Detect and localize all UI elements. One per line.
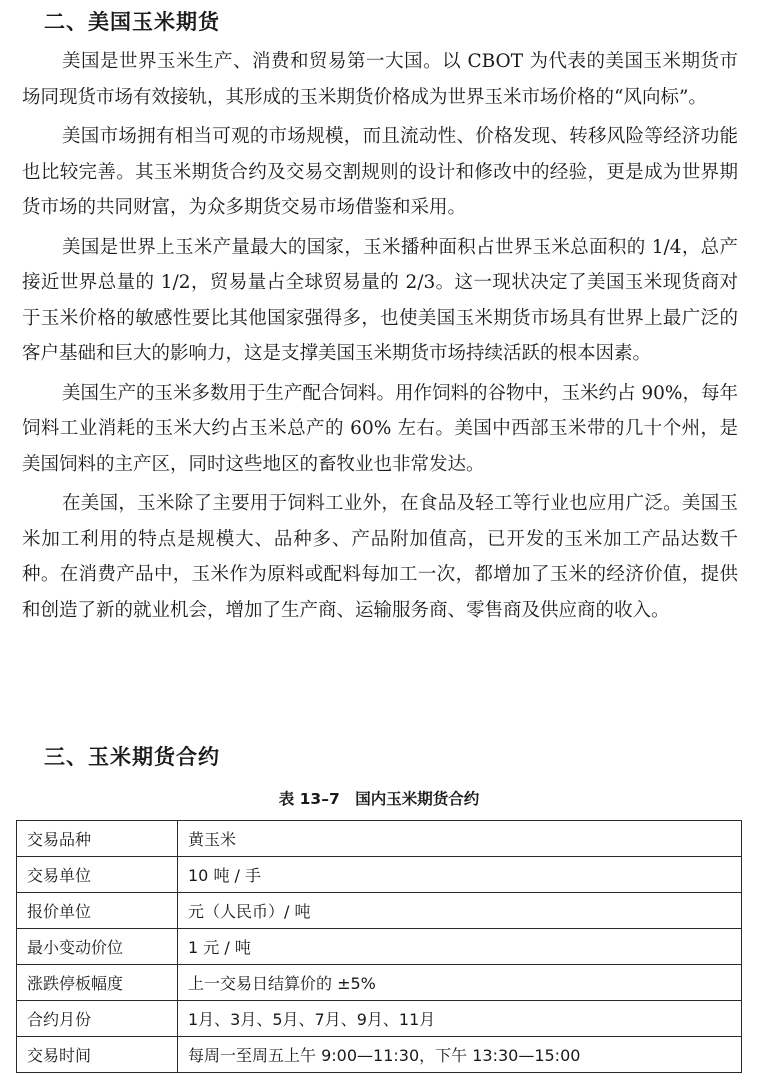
table-row [17,821,742,857]
paragraph: 在美国，玉米除了主要用于饲料工业外，在食品及轻工等行业也应用广泛。美国玉米加工利用的特点是规模大、品种多、产品附加值高，已开发的玉米加工产品达数千种。在消费产品中，玉米作为原料或配料每加工一次，都增加了玉米的经济价值，提供和创造了新的就业机会，增加了生产商、运输服务商、零售商及供应商的收入。 [22,493,738,621]
paragraph: 美国是世界上玉米产量最大的国家，玉米播种面积占世界玉米总面积的 1/4，总产接近世界总量的 1/2，贸易量占全球贸易量的 2/3。这一现状决定了美国玉米现货商对于玉米价格的敏感性要比其他国家强得多，也使美国玉米期货市场具有世界上最广泛的客户基础和巨大的影响力，这是支撑美国玉米期货市场持续活跃的根本因素。 [22,236,738,364]
paragraph: 美国生产的玉米多数用于生产配合饲料。用作饲料的谷物中，玉米约占 90%，每年饲料工业消耗的玉米大约占玉米总产的 60% 左右。美国中西部玉米带的几十个州，是美国饲料的主产区，同时这些地区的畜牧业也非常发达。 [22,382,739,475]
contract-table [16,820,742,1073]
table-row [17,929,742,965]
row-key: 交易品种 [17,821,178,857]
row-value: 10 吨 / 手 [178,857,742,893]
table-caption: 表 13–7 国内玉米期货合约 [278,790,480,808]
row-key: 交易单位 [17,857,178,893]
body-text [22,44,738,632]
table-row [17,965,742,1001]
row-value: 1月、3月、5月、7月、9月、11月 [178,1001,742,1037]
table-row [17,1037,742,1073]
row-value: 上一交易日结算价的 ±5% [178,965,742,1001]
row-value: 每周一至周五上午 9:00—11:30，下午 13:30—15:00 [178,1037,742,1073]
paragraph: 美国市场拥有相当可观的市场规模，而且流动性、价格发现、转移风险等经济功能也比较完善。其玉米期货合约及交易交割规则的设计和修改中的经验，更是成为世界期货市场的共同财富，为众多期货交易市场借鉴和采用。 [22,126,738,218]
table-row [17,857,742,893]
row-key: 交易时间 [17,1037,178,1073]
section-heading-us-corn-futures: 二、美国玉米期货 [44,10,220,34]
row-key: 合约月份 [17,1001,178,1037]
row-value: 黄玉米 [178,821,742,857]
row-value: 元（人民币）/ 吨 [178,893,742,929]
row-key: 最小变动价位 [17,929,178,965]
row-value: 1 元 / 吨 [178,929,742,965]
section-heading-corn-futures-contract: 三、玉米期货合约 [44,745,220,769]
row-key: 涨跌停板幅度 [17,965,178,1001]
table-row [17,893,742,929]
row-key: 报价单位 [17,893,178,929]
paragraph: 美国是世界玉米生产、消费和贸易第一大国。以 CBOT 为代表的美国玉米期货市场同现货市场有效接轨，其形成的玉米期货价格成为世界玉米市场价格的“风向标”。 [22,51,738,108]
table-row [17,1001,742,1037]
